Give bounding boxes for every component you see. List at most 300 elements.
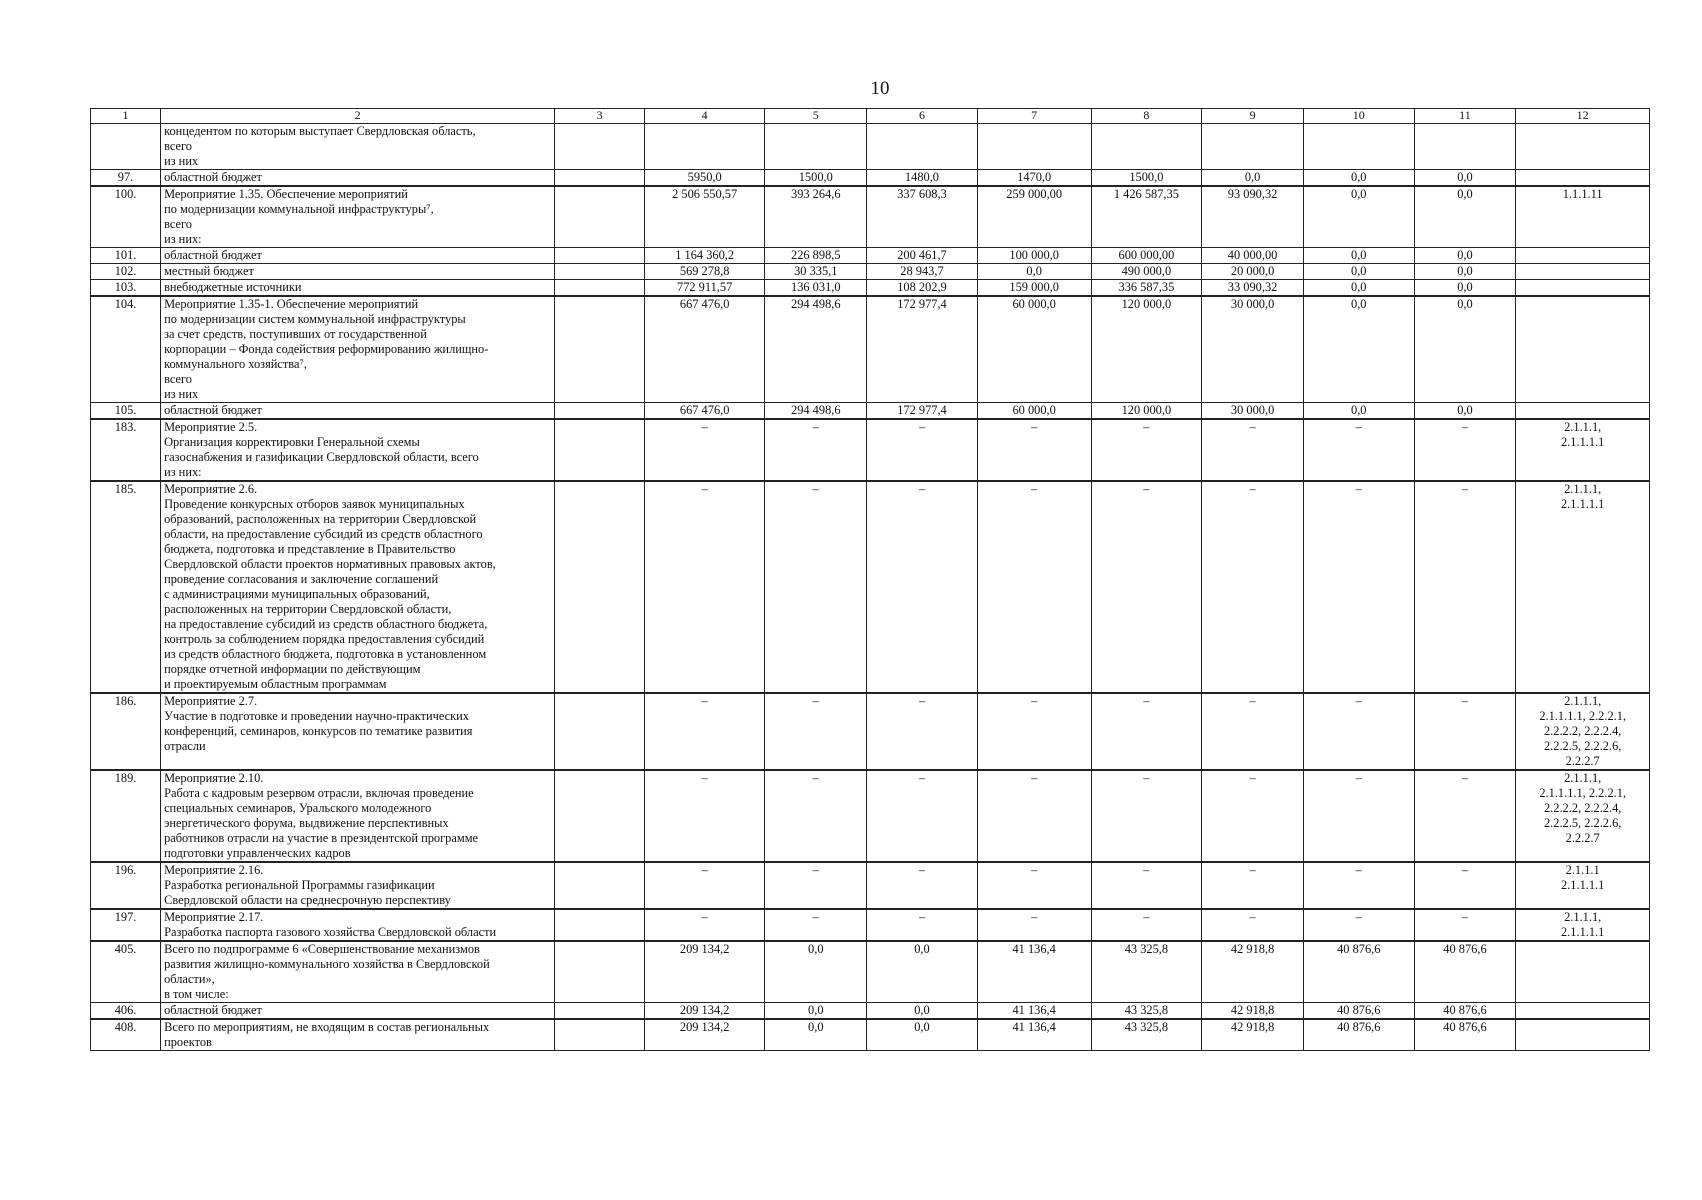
item-name-line: Мероприятие 2.7. xyxy=(164,694,258,708)
item-name-line: всего xyxy=(164,372,192,386)
target-codes-cell xyxy=(1516,186,1650,248)
value-cell: 5950,0 xyxy=(644,170,764,187)
item-name-line: по модернизации систем коммунальной инфраструктуры xyxy=(164,312,466,326)
target-codes-cell xyxy=(1516,770,1650,862)
item-name-line: области, на предоставление субсидий из средств областного xyxy=(164,527,483,541)
value-cell: 120 000,0 xyxy=(1091,296,1202,403)
header-cell: 6 xyxy=(867,109,978,124)
item-name-cell xyxy=(161,693,555,770)
header-row xyxy=(91,109,1650,124)
value-cell: – xyxy=(765,693,867,770)
item-name-cell xyxy=(161,280,555,297)
table-row xyxy=(91,770,1650,862)
header-cell: 9 xyxy=(1202,109,1304,124)
row-number-cell: 189. xyxy=(91,770,161,862)
target-code-line: 2.1.1.1.1, 2.2.2.1, xyxy=(1539,709,1627,723)
item-name-line: в том числе: xyxy=(164,987,229,1001)
value-cell: 667 476,0 xyxy=(644,296,764,403)
item-name-cell xyxy=(161,941,555,1003)
item-name-line: всего xyxy=(164,217,192,231)
item-name-line: контроль за соблюдением порядка предоставления субсидий xyxy=(164,632,485,646)
item-name-line: Всего по подпрограмме 6 «Совершенствование механизмов xyxy=(164,942,480,956)
value-cell: 41 136,4 xyxy=(977,941,1091,1003)
value-cell: 0,0 xyxy=(1414,170,1516,187)
value-cell: 40 876,6 xyxy=(1303,941,1414,1003)
item-name-line: Мероприятие 1.35. Обеспечение мероприятий xyxy=(164,187,408,201)
row-number-cell: 186. xyxy=(91,693,161,770)
value-cell: 43 325,8 xyxy=(1091,1003,1202,1020)
header-cell: 1 xyxy=(91,109,161,124)
value-cell: – xyxy=(1091,770,1202,862)
item-name-line: Всего по мероприятиям, не входящим в состав региональных xyxy=(164,1020,490,1034)
target-codes-cell xyxy=(1516,909,1650,941)
value-cell: 0,0 xyxy=(1303,170,1414,187)
value-cell: 93 090,32 xyxy=(1202,186,1304,248)
target-codes-cell xyxy=(1516,124,1650,170)
item-name-cell xyxy=(161,862,555,909)
value-cell: – xyxy=(977,693,1091,770)
item-name-cell xyxy=(161,770,555,862)
value-cell: – xyxy=(1202,481,1304,693)
row-number-cell: 103. xyxy=(91,280,161,297)
value-cell: 172 977,4 xyxy=(867,296,978,403)
column-3-cell xyxy=(555,186,645,248)
value-cell: 30 000,0 xyxy=(1202,403,1304,420)
value-cell: – xyxy=(1202,909,1304,941)
target-codes-cell xyxy=(1516,248,1650,264)
data-table xyxy=(90,108,1650,1051)
value-cell: – xyxy=(1303,481,1414,693)
value-cell: – xyxy=(1303,419,1414,481)
target-code-line: 2.1.1.1.1 xyxy=(1560,497,1605,511)
row-number-cell: 104. xyxy=(91,296,161,403)
item-name-line: области», xyxy=(164,972,215,986)
item-name-line: областной бюджет xyxy=(164,403,262,417)
value-cell: – xyxy=(765,419,867,481)
value-cell: – xyxy=(1303,693,1414,770)
value-cell: 667 476,0 xyxy=(644,403,764,420)
value-cell: – xyxy=(867,693,978,770)
value-cell: 30 335,1 xyxy=(765,264,867,280)
item-name-line: Разработка паспорта газового хозяйства Свердловской области xyxy=(164,925,497,939)
value-cell: 0,0 xyxy=(765,941,867,1003)
item-name-line: энергетического форума, выдвижение перспективных xyxy=(164,816,449,830)
page-number: 10 xyxy=(870,78,890,99)
item-name-line: работников отрасли на участие в президентской программе xyxy=(164,831,479,845)
value-cell: – xyxy=(1303,909,1414,941)
value-cell: 294 498,6 xyxy=(765,403,867,420)
table-row xyxy=(91,296,1650,403)
value-cell: – xyxy=(867,770,978,862)
value-cell: 120 000,0 xyxy=(1091,403,1202,420)
value-cell: 569 278,8 xyxy=(644,264,764,280)
value-cell: 40 876,6 xyxy=(1414,1019,1516,1051)
item-name-line: Разработка региональной Программы газификации xyxy=(164,878,435,892)
item-name-line: областной бюджет xyxy=(164,1003,262,1017)
row-number-cell: 97. xyxy=(91,170,161,187)
item-name-line: концедентом по которым выступает Свердловская область, xyxy=(164,124,476,138)
value-cell: – xyxy=(644,693,764,770)
header-cell: 5 xyxy=(765,109,867,124)
item-name-line: Мероприятие 2.10. xyxy=(164,771,264,785)
item-name-cell xyxy=(161,296,555,403)
item-name-line: из средств областного бюджета, подготовка в установленном xyxy=(164,647,487,661)
value-cell: 0,0 xyxy=(765,1019,867,1051)
value-cell: – xyxy=(1303,770,1414,862)
target-codes-cell xyxy=(1516,1003,1650,1020)
item-name-line: из них: xyxy=(164,232,202,246)
value-cell xyxy=(1303,124,1414,170)
value-cell: – xyxy=(1414,909,1516,941)
value-cell: 1500,0 xyxy=(1091,170,1202,187)
item-name-line: Мероприятие 2.6. xyxy=(164,482,258,496)
value-cell: 41 136,4 xyxy=(977,1003,1091,1020)
value-cell: 0,0 xyxy=(1414,280,1516,297)
value-cell: – xyxy=(1091,419,1202,481)
value-cell: – xyxy=(1414,862,1516,909)
row-number-cell: 405. xyxy=(91,941,161,1003)
value-cell: – xyxy=(1303,862,1414,909)
row-number-cell: 406. xyxy=(91,1003,161,1020)
value-cell: 28 943,7 xyxy=(867,264,978,280)
table-row xyxy=(91,264,1650,280)
column-3-cell xyxy=(555,909,645,941)
value-cell: 209 134,2 xyxy=(644,1003,764,1020)
header-cell: 10 xyxy=(1303,109,1414,124)
target-code-line: 1.1.1.11 xyxy=(1562,187,1603,201)
value-cell: – xyxy=(1091,862,1202,909)
item-name-line: подготовки управленческих кадров xyxy=(164,846,351,860)
value-cell: 43 325,8 xyxy=(1091,941,1202,1003)
item-name-line: бюджета, подготовка и представление в Правительство xyxy=(164,542,456,556)
value-cell: 0,0 xyxy=(1414,186,1516,248)
column-3-cell xyxy=(555,296,645,403)
value-cell: – xyxy=(1414,419,1516,481)
item-name-line: специальных семинаров, Уральского молодежного xyxy=(164,801,432,815)
target-codes-cell xyxy=(1516,280,1650,297)
item-name-line: конференций, семинаров, конкурсов по тематике развития xyxy=(164,724,473,738)
target-codes-cell xyxy=(1516,1019,1650,1051)
value-cell: 40 876,6 xyxy=(1303,1019,1414,1051)
table-row xyxy=(91,248,1650,264)
value-cell: 0,0 xyxy=(1303,403,1414,420)
target-codes-cell xyxy=(1516,693,1650,770)
value-cell: 172 977,4 xyxy=(867,403,978,420)
table-row xyxy=(91,481,1650,693)
header-cell: 12 xyxy=(1516,109,1650,124)
header-cell: 7 xyxy=(977,109,1091,124)
item-name-line: Работа с кадровым резервом отрасли, включая проведение xyxy=(164,786,474,800)
target-code-line: 2.1.1.1.1 xyxy=(1560,925,1605,939)
row-number-cell: 105. xyxy=(91,403,161,420)
value-cell: – xyxy=(765,909,867,941)
value-cell: – xyxy=(977,481,1091,693)
target-code-line: 2.1.1.1, xyxy=(1564,694,1602,708)
value-cell: 0,0 xyxy=(1303,186,1414,248)
table-row xyxy=(91,941,1650,1003)
value-cell: 0,0 xyxy=(1202,170,1304,187)
row-number-cell: 197. xyxy=(91,909,161,941)
target-code-line: 2.1.1.1, xyxy=(1564,420,1602,434)
value-cell: – xyxy=(867,419,978,481)
value-cell: 209 134,2 xyxy=(644,941,764,1003)
table-row xyxy=(91,124,1650,170)
target-code-line: 2.1.1.1.1, 2.2.2.1, xyxy=(1539,786,1627,800)
value-cell: – xyxy=(765,481,867,693)
item-name-cell xyxy=(161,481,555,693)
item-name-cell xyxy=(161,186,555,248)
value-cell: – xyxy=(1091,481,1202,693)
item-name-cell xyxy=(161,1019,555,1051)
value-cell xyxy=(977,124,1091,170)
table-row xyxy=(91,693,1650,770)
target-code-line: 2.1.1.1.1 xyxy=(1560,878,1605,892)
item-name-line: по модернизации коммунальной инфраструктуры⁷, xyxy=(164,202,434,216)
target-code-line: 2.1.1.1 xyxy=(1565,863,1600,877)
value-cell xyxy=(644,124,764,170)
target-code-line: 2.1.1.1.1 xyxy=(1560,435,1605,449)
value-cell: 226 898,5 xyxy=(765,248,867,264)
value-cell: 1 426 587,35 xyxy=(1091,186,1202,248)
value-cell: 33 090,32 xyxy=(1202,280,1304,297)
target-code-line: 2.2.2.2, 2.2.2.4, xyxy=(1543,801,1622,815)
value-cell: – xyxy=(644,419,764,481)
item-name-cell xyxy=(161,419,555,481)
target-code-line: 2.2.2.2, 2.2.2.4, xyxy=(1543,724,1622,738)
item-name-cell xyxy=(161,909,555,941)
value-cell xyxy=(1414,124,1516,170)
value-cell: 0,0 xyxy=(867,1003,978,1020)
value-cell: 20 000,0 xyxy=(1202,264,1304,280)
item-name-line: из них: xyxy=(164,465,202,479)
item-name-line: всего xyxy=(164,139,192,153)
item-name-line: с администрациями муниципальных образований, xyxy=(164,587,430,601)
table-row xyxy=(91,280,1650,297)
item-name-line: за счет средств, поступивших от государственной xyxy=(164,327,427,341)
item-name-line: на предоставление субсидий из средств областного бюджета, xyxy=(164,617,488,631)
value-cell: 42 918,8 xyxy=(1202,1019,1304,1051)
value-cell: 200 461,7 xyxy=(867,248,978,264)
table-row xyxy=(91,1019,1650,1051)
row-number-cell: 408. xyxy=(91,1019,161,1051)
value-cell: – xyxy=(977,419,1091,481)
column-3-cell xyxy=(555,280,645,297)
value-cell: – xyxy=(765,770,867,862)
item-name-line: развития жилищно-коммунального хозяйства в Свердловской xyxy=(164,957,490,971)
item-name-line: отрасли xyxy=(164,739,206,753)
value-cell: 0,0 xyxy=(1414,296,1516,403)
value-cell: 60 000,0 xyxy=(977,296,1091,403)
value-cell: – xyxy=(765,862,867,909)
column-3-cell xyxy=(555,419,645,481)
value-cell xyxy=(765,124,867,170)
row-number-cell: 100. xyxy=(91,186,161,248)
column-3-cell xyxy=(555,770,645,862)
target-code-line: 2.2.2.7 xyxy=(1565,831,1600,845)
target-code-line: 2.1.1.1, xyxy=(1564,910,1602,924)
target-codes-cell xyxy=(1516,170,1650,187)
value-cell: 209 134,2 xyxy=(644,1019,764,1051)
value-cell: 337 608,3 xyxy=(867,186,978,248)
column-3-cell xyxy=(555,481,645,693)
value-cell: – xyxy=(1414,693,1516,770)
value-cell: – xyxy=(1202,862,1304,909)
value-cell: 1470,0 xyxy=(977,170,1091,187)
table-row xyxy=(91,403,1650,420)
value-cell: 0,0 xyxy=(1303,248,1414,264)
item-name-line: порядке отчетной информации по действующим xyxy=(164,662,421,676)
target-codes-cell xyxy=(1516,941,1650,1003)
item-name-line: Организация корректировки Генеральной схемы xyxy=(164,435,420,449)
target-code-line: 2.1.1.1, xyxy=(1564,771,1602,785)
column-3-cell xyxy=(555,693,645,770)
value-cell: – xyxy=(1202,770,1304,862)
target-code-line: 2.2.2.5, 2.2.2.6, xyxy=(1543,739,1622,753)
item-name-cell xyxy=(161,264,555,280)
value-cell: 0,0 xyxy=(1414,264,1516,280)
item-name-line: Мероприятие 2.16. xyxy=(164,863,264,877)
column-3-cell xyxy=(555,1019,645,1051)
column-3-cell xyxy=(555,124,645,170)
table-row xyxy=(91,186,1650,248)
header-cell: 2 xyxy=(161,109,555,124)
value-cell: 40 876,6 xyxy=(1414,941,1516,1003)
value-cell: 42 918,8 xyxy=(1202,941,1304,1003)
target-code-line: 2.2.2.7 xyxy=(1565,754,1600,768)
value-cell: 0,0 xyxy=(977,264,1091,280)
value-cell: – xyxy=(977,770,1091,862)
value-cell: 294 498,6 xyxy=(765,296,867,403)
item-name-cell xyxy=(161,124,555,170)
header-cell: 4 xyxy=(644,109,764,124)
value-cell: – xyxy=(1202,419,1304,481)
item-name-line: расположенных на территории Свердловской области, xyxy=(164,602,452,616)
item-name-line: Мероприятие 2.5. xyxy=(164,420,258,434)
value-cell: 0,0 xyxy=(1414,403,1516,420)
column-3-cell xyxy=(555,1003,645,1020)
table-row xyxy=(91,170,1650,187)
value-cell: 259 000,00 xyxy=(977,186,1091,248)
value-cell: – xyxy=(1091,693,1202,770)
item-name-line: из них xyxy=(164,387,199,401)
value-cell: 0,0 xyxy=(1414,248,1516,264)
item-name-line: газоснабжения и газификации Свердловской области, всего xyxy=(164,450,479,464)
value-cell: 1 164 360,2 xyxy=(644,248,764,264)
table-body xyxy=(91,109,1650,1051)
row-number-cell: 185. xyxy=(91,481,161,693)
value-cell: – xyxy=(867,909,978,941)
item-name-line: Свердловской области на среднесрочную перспективу xyxy=(164,893,451,907)
column-3-cell xyxy=(555,862,645,909)
column-3-cell xyxy=(555,403,645,420)
item-name-line: областной бюджет xyxy=(164,248,262,262)
value-cell: 159 000,0 xyxy=(977,280,1091,297)
item-name-line: и проектируемым областным программам xyxy=(164,677,387,691)
value-cell: 60 000,0 xyxy=(977,403,1091,420)
value-cell: 100 000,0 xyxy=(977,248,1091,264)
item-name-cell xyxy=(161,170,555,187)
value-cell: 0,0 xyxy=(765,1003,867,1020)
value-cell: 0,0 xyxy=(1303,264,1414,280)
value-cell: 0,0 xyxy=(867,1019,978,1051)
column-3-cell xyxy=(555,248,645,264)
table-row xyxy=(91,862,1650,909)
target-codes-cell xyxy=(1516,862,1650,909)
item-name-line: из них xyxy=(164,154,199,168)
header-cell: 8 xyxy=(1091,109,1202,124)
value-cell xyxy=(1091,124,1202,170)
item-name-line: Мероприятие 1.35-1. Обеспечение мероприятий xyxy=(164,297,419,311)
value-cell: 600 000,00 xyxy=(1091,248,1202,264)
value-cell: – xyxy=(1414,770,1516,862)
value-cell: – xyxy=(644,770,764,862)
header-cell: 11 xyxy=(1414,109,1516,124)
item-name-line: Участие в подготовке и проведении научно-практических xyxy=(164,709,469,723)
value-cell: 2 506 550,57 xyxy=(644,186,764,248)
value-cell: – xyxy=(644,862,764,909)
column-3-cell xyxy=(555,941,645,1003)
column-3-cell xyxy=(555,264,645,280)
value-cell: 40 876,6 xyxy=(1414,1003,1516,1020)
value-cell: 0,0 xyxy=(1303,280,1414,297)
value-cell: 40 000,00 xyxy=(1202,248,1304,264)
value-cell: – xyxy=(1414,481,1516,693)
value-cell: 336 587,35 xyxy=(1091,280,1202,297)
target-codes-cell xyxy=(1516,264,1650,280)
value-cell: 0,0 xyxy=(1303,296,1414,403)
table-row xyxy=(91,419,1650,481)
row-number-cell: 196. xyxy=(91,862,161,909)
value-cell: 43 325,8 xyxy=(1091,1019,1202,1051)
value-cell: 393 264,6 xyxy=(765,186,867,248)
row-number-cell: 183. xyxy=(91,419,161,481)
value-cell: 772 911,57 xyxy=(644,280,764,297)
item-name-line: областной бюджет xyxy=(164,170,262,184)
item-name-line: Проведение конкурсных отборов заявок муниципальных xyxy=(164,497,465,511)
target-code-line: 2.2.2.5, 2.2.2.6, xyxy=(1543,816,1622,830)
column-3-cell xyxy=(555,170,645,187)
target-codes-cell xyxy=(1516,403,1650,420)
item-name-line: коммунального хозяйства⁷, xyxy=(164,357,307,371)
value-cell: – xyxy=(1202,693,1304,770)
target-codes-cell xyxy=(1516,481,1650,693)
value-cell: 30 000,0 xyxy=(1202,296,1304,403)
item-name-cell xyxy=(161,403,555,420)
value-cell: 1500,0 xyxy=(765,170,867,187)
value-cell: 490 000,0 xyxy=(1091,264,1202,280)
value-cell: 40 876,6 xyxy=(1303,1003,1414,1020)
value-cell: 1480,0 xyxy=(867,170,978,187)
row-number-cell xyxy=(91,124,161,170)
item-name-line: Свердловской области проектов нормативных правовых актов, xyxy=(164,557,496,571)
value-cell: – xyxy=(644,481,764,693)
target-code-line: 2.1.1.1, xyxy=(1564,482,1602,496)
value-cell: – xyxy=(977,909,1091,941)
item-name-line: проектов xyxy=(164,1035,212,1049)
value-cell xyxy=(1202,124,1304,170)
value-cell: 42 918,8 xyxy=(1202,1003,1304,1020)
item-name-line: корпорации – Фонда содействия реформированию жилищно- xyxy=(164,342,489,356)
value-cell: – xyxy=(644,909,764,941)
item-name-line: местный бюджет xyxy=(164,264,254,278)
item-name-line: проведение согласования и заключение соглашений xyxy=(164,572,439,586)
value-cell: – xyxy=(977,862,1091,909)
row-number-cell: 101. xyxy=(91,248,161,264)
item-name-cell xyxy=(161,1003,555,1020)
item-name-line: Мероприятие 2.17. xyxy=(164,910,264,924)
value-cell: 0,0 xyxy=(867,941,978,1003)
item-name-line: образований, расположенных на территории Свердловской xyxy=(164,512,477,526)
